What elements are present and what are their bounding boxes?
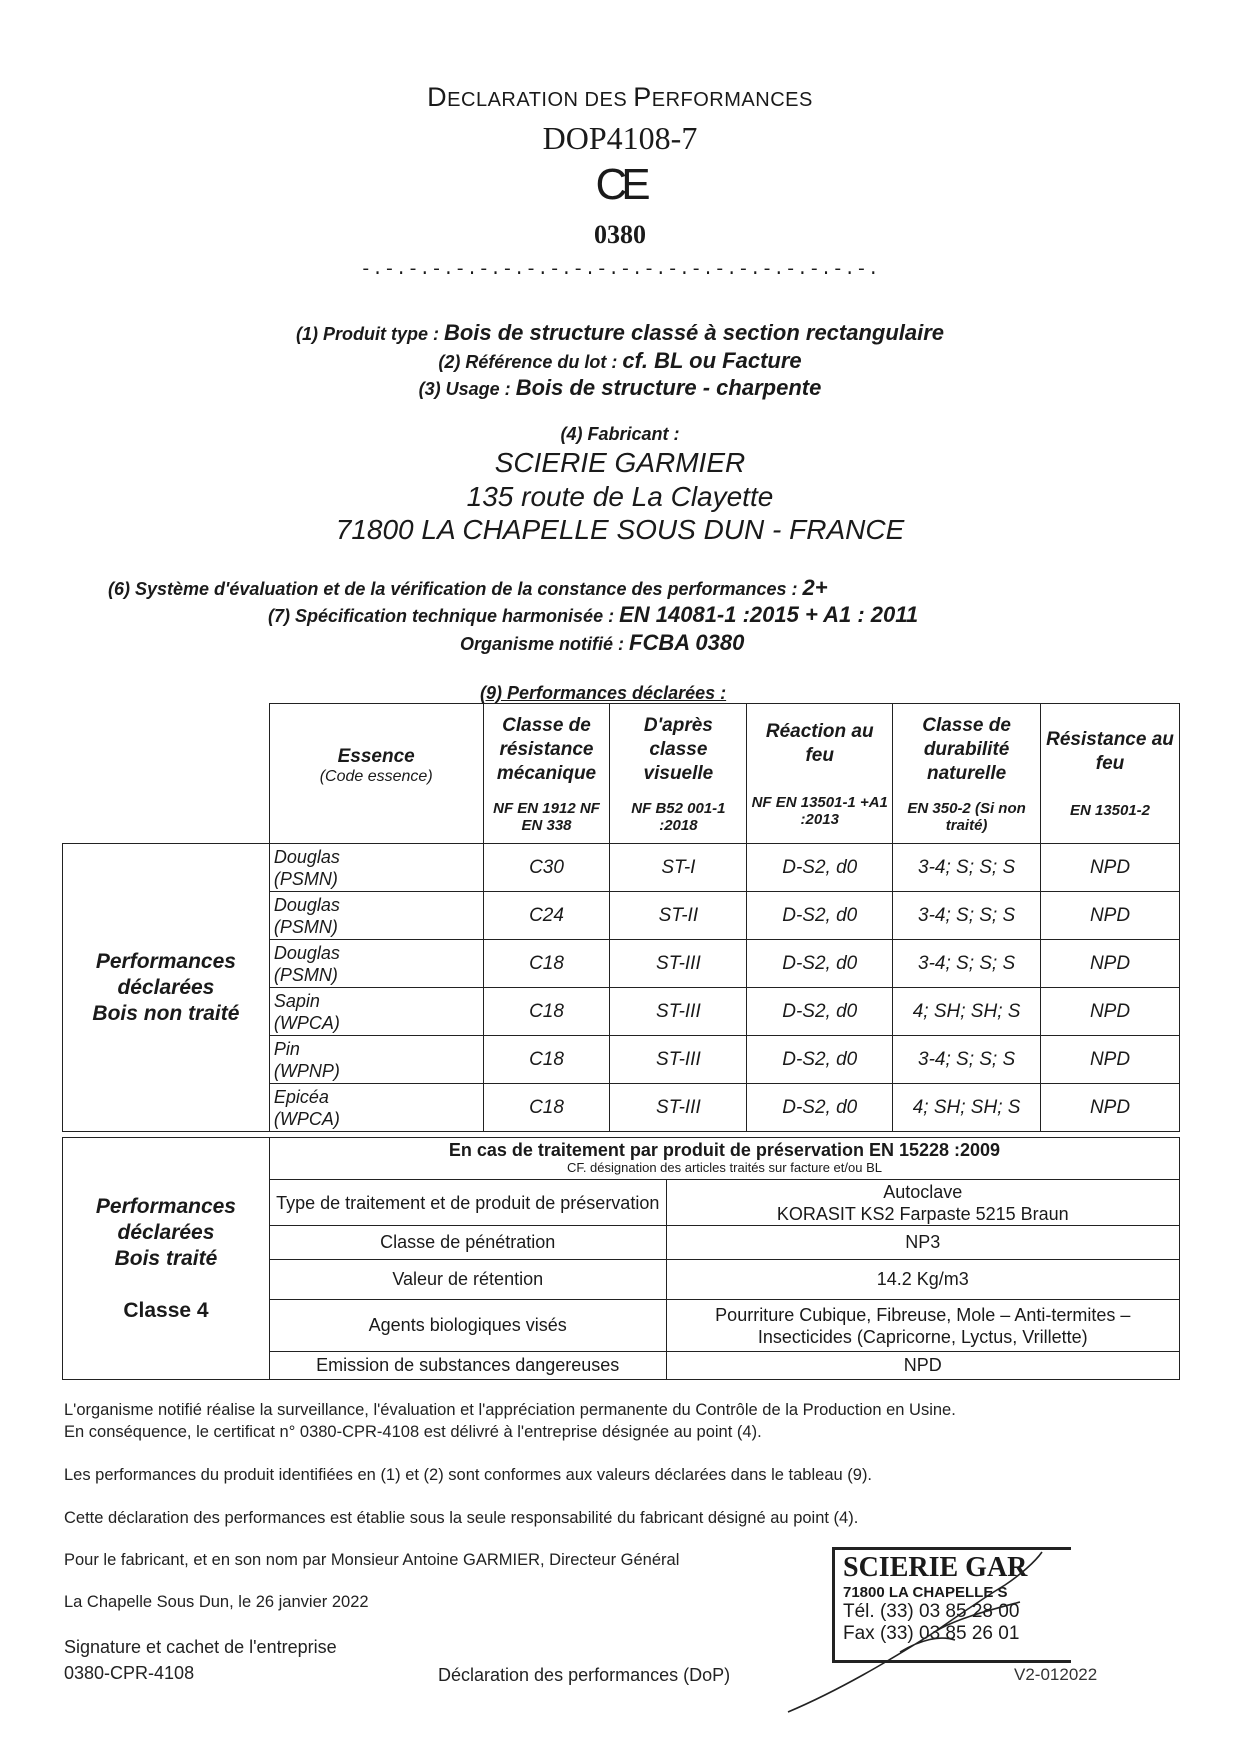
notified-body-number: 0380 [594, 220, 646, 249]
conformity-paragraph: Les performances du produit identifiées en (1) et (2) sont conformes aux valeurs déclarées dans le tableau (9). [64, 1466, 873, 1484]
row-classe: C18 [483, 988, 610, 1036]
title-part-1: ECLARATION DES [447, 89, 634, 111]
lot-reference-value: cf. BL ou Facture [622, 348, 802, 373]
row-visuelle: ST-III [610, 1084, 747, 1132]
essence-code: (WPCA) [273, 1108, 340, 1129]
row-classe: C18 [483, 940, 610, 988]
treatment-table [62, 1137, 1180, 1380]
row-classe: C30 [483, 844, 610, 892]
header-resfeu [1041, 704, 1180, 844]
row-visuelle: ST-II [610, 892, 747, 940]
treatment-row-value: NPD [666, 1352, 1179, 1380]
usage-label: (3) Usage : [418, 379, 516, 399]
row-resfeu: NPD [1041, 844, 1180, 892]
row-durabilite: 3-4; S; S; S [893, 844, 1041, 892]
manufacturer-label: (4) Fabricant : [560, 424, 680, 444]
evaluation-system-value: 2+ [802, 575, 828, 600]
essence-name: Pin [273, 1038, 300, 1059]
document-name: Déclaration des performances (DoP) [438, 1665, 731, 1685]
manufacturer-city: 71800 LA CHAPELLE SOUS DUN - FRANCE [335, 514, 905, 545]
side-treated-line-3: Bois traité [114, 1246, 218, 1270]
table-row [63, 844, 1180, 892]
header-essence-label: Essence [337, 745, 415, 767]
essence-name: Douglas [273, 942, 340, 963]
document-title [0, 82, 1240, 113]
row-durabilite: 3-4; S; S; S [893, 892, 1041, 940]
header-resistance-label: Classe de résistance mécanique [496, 714, 597, 784]
side-untreated-line-2: déclarées [117, 975, 215, 999]
handwritten-signature [780, 1540, 1080, 1720]
notified-body-line [460, 630, 744, 656]
lot-reference-line [0, 348, 1240, 374]
row-reaction: D-S2, d0 [747, 1036, 893, 1084]
row-reaction: D-S2, d0 [747, 940, 893, 988]
stamp-phone: Tél. (33) 03 85 28 00 [843, 1601, 1020, 1622]
notified-body-label: Organisme notifié : [460, 634, 630, 654]
row-resfeu: NPD [1041, 988, 1180, 1036]
essence-name: Douglas [273, 846, 340, 867]
stamp-company-name: SCIERIE GAR [843, 1552, 1028, 1583]
treatment-row-value [666, 1180, 1179, 1226]
essence-code: (WPCA) [273, 1012, 340, 1033]
header-reaction-norm: NF EN 13501-1 +A1 :2013 [751, 793, 888, 828]
side-untreated-line-1: Performances [95, 949, 236, 973]
header-visuelle [610, 704, 747, 844]
usage-value: Bois de structure - charpente [515, 375, 822, 400]
row-reaction: D-S2, d0 [747, 892, 893, 940]
header-durabilite [893, 704, 1041, 844]
row-classe: C18 [483, 1036, 610, 1084]
header-visuelle-label: D'après classe visuelle [643, 714, 714, 784]
header-resfeu-label: Résistance au feu [1046, 729, 1174, 774]
row-essence [269, 844, 483, 892]
row-visuelle: ST-III [610, 988, 747, 1036]
table-header-row [63, 704, 1180, 844]
header-durabilite-norm: EN 350-2 (Si non traité) [907, 799, 1026, 834]
treatment-title: En cas de traitement par produit de préservation EN 15228 :2009 [448, 1139, 1001, 1160]
side-treated-line-1: Performances [95, 1194, 236, 1218]
treatment-row-label: Classe de pénétration [269, 1226, 666, 1260]
biological-agents-line-2: Insecticides (Capricorne, Lyctus, Vrillette) [757, 1326, 1088, 1347]
header-resistance-norm: NF EN 1912 NF EN 338 [493, 799, 600, 834]
essence-code: (WPNP) [273, 1060, 340, 1081]
row-essence [269, 1084, 483, 1132]
essence-code: (PSMN) [273, 868, 338, 889]
product-type-label: (1) Produit type : [295, 324, 444, 344]
treatment-row-value: NP3 [666, 1226, 1179, 1260]
side-label-untreated [63, 844, 270, 1132]
header-reaction-label: Réaction au feu [765, 720, 874, 766]
version-number: V2-012022 [1014, 1665, 1098, 1684]
treatment-subtitle: CF. désignation des articles traités sur facture et/ou BL [566, 1159, 882, 1175]
stamp-fax: Fax (33) 03 85 26 01 [843, 1623, 1020, 1644]
essence-name: Douglas [273, 894, 340, 915]
essence-name: Epicéa [273, 1086, 329, 1107]
treatment-row-label: Type de traitement et de produit de préservation [269, 1180, 666, 1226]
header-resfeu-norm: EN 13501-2 [1069, 802, 1151, 819]
manufacturer-street: 135 route de La Clayette [466, 481, 774, 512]
treatment-row-value: 14.2 Kg/m3 [666, 1260, 1179, 1300]
header-essence [269, 704, 483, 844]
row-resfeu: NPD [1041, 1036, 1180, 1084]
header-resistance [483, 704, 610, 844]
title-initial-p: P [633, 82, 652, 112]
treatment-row-label: Emission de substances dangereuses [269, 1352, 666, 1380]
side-treated-line-2: déclarées [117, 1220, 215, 1244]
header-visuelle-norm: NF B52 001-1 :2018 [631, 799, 726, 834]
row-classe: C24 [483, 892, 610, 940]
row-durabilite: 3-4; S; S; S [893, 1036, 1041, 1084]
row-visuelle: ST-I [610, 844, 747, 892]
usage-line [0, 375, 1240, 401]
manufacturer-name: SCIERIE GARMIER [494, 447, 746, 478]
side-treated-class: Classe 4 [123, 1298, 209, 1322]
row-resfeu: NPD [1041, 940, 1180, 988]
row-resfeu: NPD [1041, 1084, 1180, 1132]
title-part-2: ERFORMANCES [651, 89, 813, 111]
header-reaction [747, 704, 893, 844]
row-durabilite: 4; SH; SH; S [893, 988, 1041, 1036]
header-essence-sub: (Code essence) [319, 767, 433, 785]
technical-spec-value: EN 14081-1 :2015 + A1 : 2011 [619, 602, 919, 627]
treatment-title-cell [269, 1138, 1179, 1180]
row-classe: C18 [483, 1084, 610, 1132]
row-visuelle: ST-III [610, 940, 747, 988]
header-durabilite-label: Classe de durabilité naturelle [922, 714, 1011, 784]
row-visuelle: ST-III [610, 1036, 747, 1084]
row-essence [269, 1036, 483, 1084]
header-blank [63, 704, 270, 844]
surveillance-paragraph-line-1: L'organisme notifié réalise la surveillance, l'évaluation et l'appréciation permanente du Contrôle de la Production en Usine. [64, 1401, 956, 1419]
row-essence [269, 988, 483, 1036]
treatment-row-label: Valeur de rétention [269, 1260, 666, 1300]
treatment-row-label: Agents biologiques visés [269, 1300, 666, 1352]
row-reaction: D-S2, d0 [747, 1084, 893, 1132]
row-reaction: D-S2, d0 [747, 988, 893, 1036]
row-durabilite: 3-4; S; S; S [893, 940, 1041, 988]
certificate-reference: 0380-CPR-4108 [64, 1663, 195, 1683]
evaluation-system-line [108, 575, 828, 601]
performance-table [62, 703, 1180, 1132]
treatment-row-value [666, 1300, 1179, 1352]
ce-mark-logo: CE [595, 160, 645, 209]
biological-agents-line-1: Pourriture Cubique, Fibreuse, Mole – Anti-termites – [715, 1304, 1131, 1325]
row-durabilite: 4; SH; SH; S [893, 1084, 1041, 1132]
dop-number: DOP4108-7 [542, 120, 698, 156]
technical-spec-label: (7) Spécification technique harmonisée : [268, 606, 620, 626]
row-resfeu: NPD [1041, 892, 1180, 940]
technical-spec-line [268, 602, 918, 628]
product-type-line [0, 320, 1240, 346]
row-essence [269, 892, 483, 940]
lot-reference-label: (2) Référence du lot : [438, 352, 623, 372]
side-untreated-line-3: Bois non traité [92, 1001, 240, 1025]
signature-label: Signature et cachet de l'entreprise [64, 1637, 337, 1657]
title-initial-d: D [427, 82, 448, 112]
treatment-type-value: Autoclave [883, 1181, 963, 1202]
treatment-product-value: KORASIT KS2 Farpaste 5215 Braun [776, 1203, 1069, 1224]
signatory-paragraph: Pour le fabricant, et en son nom par Monsieur Antoine GARMIER, Directeur Général [64, 1551, 680, 1569]
performances-label: (9) Performances déclarées : [480, 683, 727, 703]
responsibility-paragraph: Cette déclaration des performances est établie sous la seule responsabilité du fabricant désigné au point (4). [64, 1509, 859, 1527]
essence-code: (PSMN) [273, 916, 338, 937]
essence-code: (PSMN) [273, 964, 338, 985]
evaluation-system-label: (6) Système d'évaluation et de la vérification de la constance des performances : [108, 579, 803, 599]
product-type-value: Bois de structure classé à section rectangulaire [443, 320, 945, 345]
stamp-city: 71800 LA CHAPELLE S [843, 1584, 1008, 1601]
separator-line: -.-.-.-.-.-.-.-.-.-.-.-.-.-.-.-.-.-.-.-.-.-. [360, 260, 880, 280]
row-essence [269, 940, 483, 988]
row-reaction: D-S2, d0 [747, 844, 893, 892]
essence-name: Sapin [273, 990, 320, 1011]
surveillance-paragraph-line-2: En conséquence, le certificat n° 0380-CPR-4108 est délivré à l'entreprise désignée au point (4). [64, 1423, 762, 1441]
side-label-treated [63, 1138, 270, 1380]
treatment-title-row [63, 1138, 1180, 1180]
place-date: La Chapelle Sous Dun, le 26 janvier 2022 [64, 1593, 369, 1611]
notified-body-value: FCBA 0380 [629, 630, 745, 655]
